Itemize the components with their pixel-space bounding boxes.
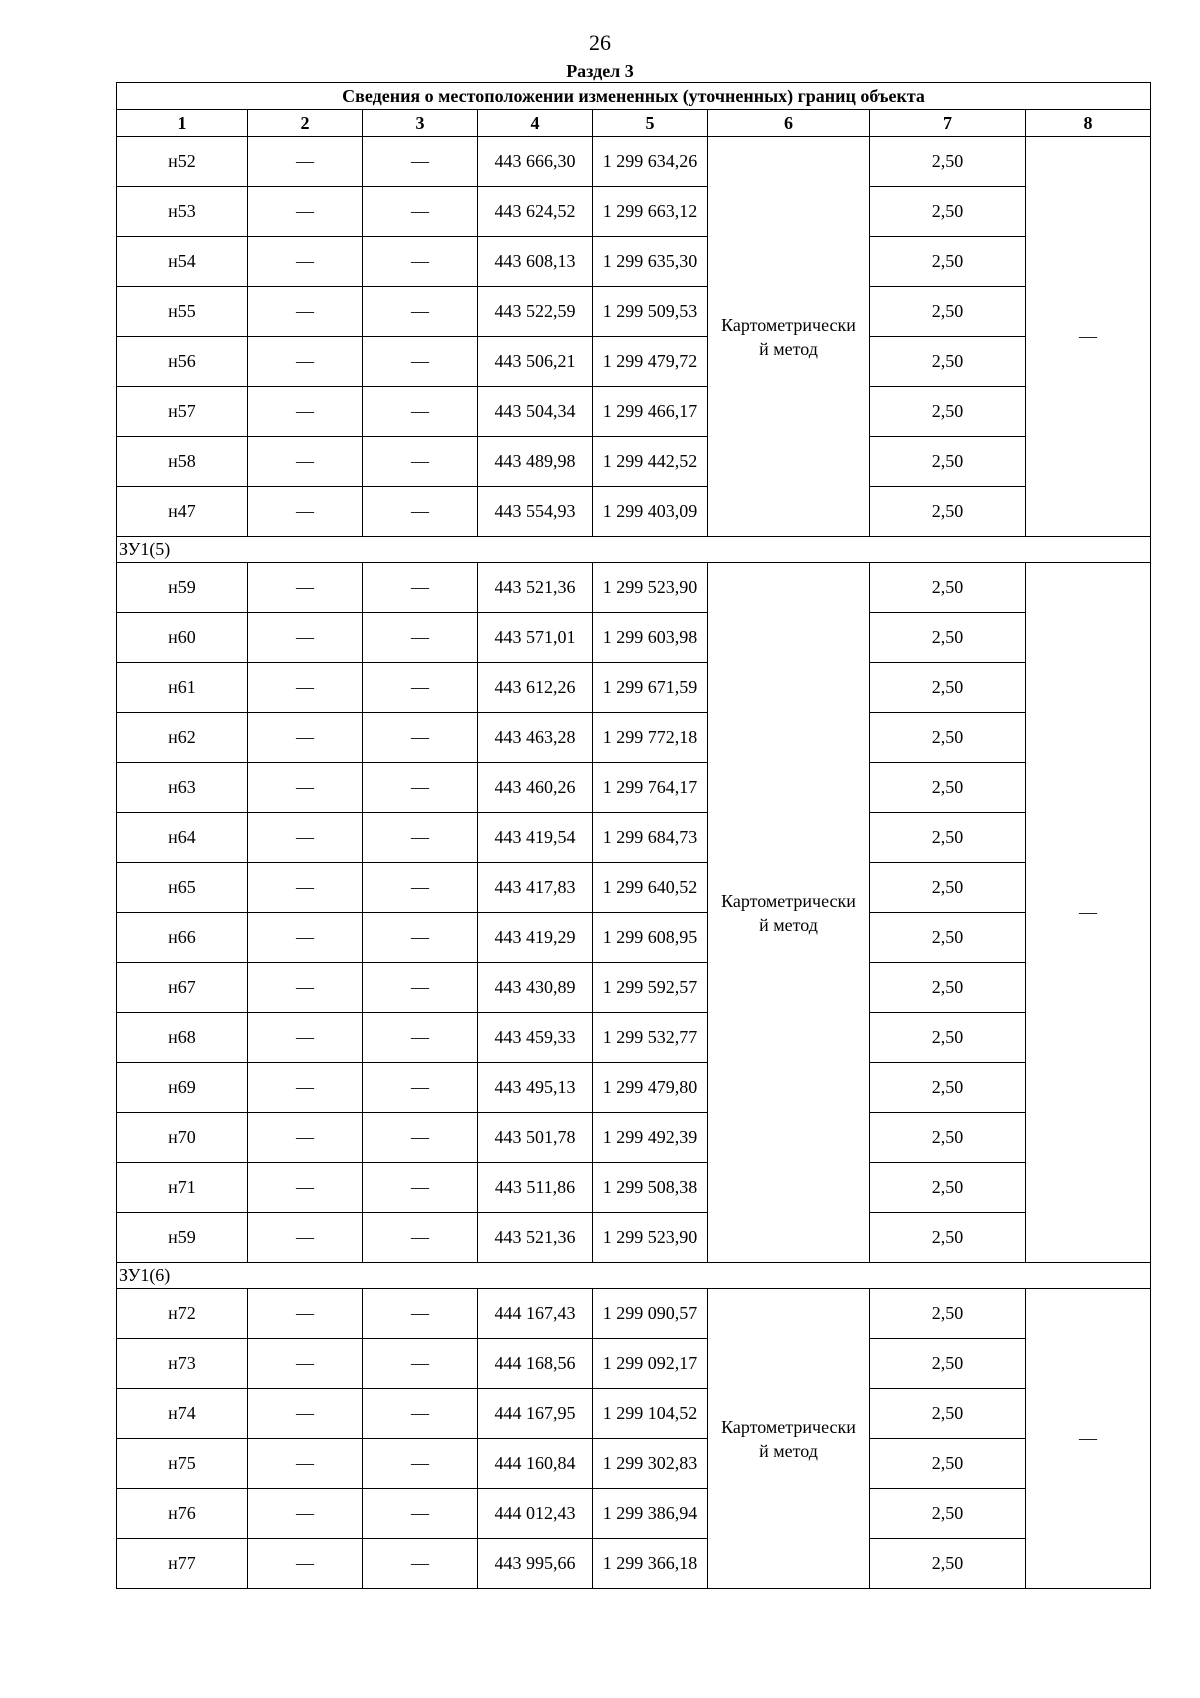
point-name: н72 [117,1289,248,1339]
x-coordinate: 443 995,66 [478,1539,593,1589]
x-coordinate: 443 511,86 [478,1163,593,1213]
point-name: н71 [117,1163,248,1213]
col8-cell: — [1026,563,1151,1263]
point-name: н70 [117,1113,248,1163]
point-name: н69 [117,1063,248,1113]
x-coordinate: 443 417,83 [478,863,593,913]
x-coordinate: 443 522,59 [478,287,593,337]
y-coordinate: 1 299 366,18 [593,1539,708,1589]
y-coordinate: 1 299 442,52 [593,437,708,487]
accuracy-cell: 2,50 [870,1389,1026,1439]
col3-cell: — [363,1339,478,1389]
col2-cell: — [248,663,363,713]
x-coordinate: 443 554,93 [478,487,593,537]
col3-cell: — [363,187,478,237]
accuracy-cell: 2,50 [870,337,1026,387]
col2-cell: — [248,963,363,1013]
col3-cell: — [363,1439,478,1489]
accuracy-cell: 2,50 [870,963,1026,1013]
table-row [117,963,1151,1013]
group-row [117,537,1151,563]
col2-cell: — [248,187,363,237]
col3-cell: — [363,563,478,613]
column-number: 4 [478,110,593,137]
col3-cell: — [363,387,478,437]
col2-cell: — [248,287,363,337]
table-row [117,137,1151,187]
col8-cell: — [1026,137,1151,537]
y-coordinate: 1 299 466,17 [593,387,708,437]
table-row [117,1163,1151,1213]
col3-cell: — [363,913,478,963]
point-name: н75 [117,1439,248,1489]
table-row [117,613,1151,663]
col2-cell: — [248,1339,363,1389]
col2-cell: — [248,1113,363,1163]
col3-cell: — [363,613,478,663]
point-name: н66 [117,913,248,963]
accuracy-cell: 2,50 [870,813,1026,863]
col2-cell: — [248,1439,363,1489]
col3-cell: — [363,1113,478,1163]
table-row [117,913,1151,963]
column-number-row [117,110,1151,137]
y-coordinate: 1 299 640,52 [593,863,708,913]
point-name: н53 [117,187,248,237]
point-name: н57 [117,387,248,437]
col3-cell: — [363,487,478,537]
x-coordinate: 443 504,34 [478,387,593,437]
x-coordinate: 443 521,36 [478,1213,593,1263]
col3-cell: — [363,663,478,713]
y-coordinate: 1 299 603,98 [593,613,708,663]
col2-cell: — [248,1163,363,1213]
accuracy-cell: 2,50 [870,913,1026,963]
column-number: 8 [1026,110,1151,137]
method-line: Картометрически [721,1416,856,1437]
point-name: н61 [117,663,248,713]
accuracy-cell: 2,50 [870,663,1026,713]
col2-cell: — [248,1489,363,1539]
column-number: 6 [708,110,870,137]
col3-cell: — [363,1539,478,1589]
method-line: Картометрически [721,314,856,335]
method-line: й метод [759,914,818,935]
table-row [117,813,1151,863]
col3-cell: — [363,337,478,387]
x-coordinate: 443 419,29 [478,913,593,963]
x-coordinate: 443 571,01 [478,613,593,663]
table-row [117,663,1151,713]
point-name: н65 [117,863,248,913]
y-coordinate: 1 299 508,38 [593,1163,708,1213]
col3-cell: — [363,137,478,187]
table-row [117,387,1151,437]
col8-cell: — [1026,1289,1151,1589]
col2-cell: — [248,1063,363,1113]
y-coordinate: 1 299 104,52 [593,1389,708,1439]
accuracy-cell: 2,50 [870,287,1026,337]
point-name: н55 [117,287,248,337]
accuracy-cell: 2,50 [870,1013,1026,1063]
x-coordinate: 443 506,21 [478,337,593,387]
y-coordinate: 1 299 634,26 [593,137,708,187]
method-cell [708,137,870,537]
point-name: н74 [117,1389,248,1439]
col3-cell: — [363,1163,478,1213]
method-cell [708,1289,870,1589]
col2-cell: — [248,487,363,537]
accuracy-cell: 2,50 [870,1063,1026,1113]
col2-cell: — [248,1013,363,1063]
col3-cell: — [363,763,478,813]
point-name: н63 [117,763,248,813]
table-row [117,1063,1151,1113]
table-row [117,1113,1151,1163]
point-name: н56 [117,337,248,387]
y-coordinate: 1 299 479,80 [593,1063,708,1113]
accuracy-cell: 2,50 [870,713,1026,763]
accuracy-cell: 2,50 [870,437,1026,487]
point-name: н73 [117,1339,248,1389]
accuracy-cell: 2,50 [870,1439,1026,1489]
col3-cell: — [363,1489,478,1539]
column-number: 2 [248,110,363,137]
y-coordinate: 1 299 684,73 [593,813,708,863]
accuracy-cell: 2,50 [870,137,1026,187]
y-coordinate: 1 299 764,17 [593,763,708,813]
x-coordinate: 443 460,26 [478,763,593,813]
accuracy-cell: 2,50 [870,1289,1026,1339]
y-coordinate: 1 299 592,57 [593,963,708,1013]
col3-cell: — [363,813,478,863]
x-coordinate: 443 463,28 [478,713,593,763]
y-coordinate: 1 299 635,30 [593,237,708,287]
col2-cell: — [248,437,363,487]
x-coordinate: 444 012,43 [478,1489,593,1539]
point-name: н68 [117,1013,248,1063]
table-row [117,763,1151,813]
y-coordinate: 1 299 302,83 [593,1439,708,1489]
table-row [117,563,1151,613]
col3-cell: — [363,237,478,287]
col2-cell: — [248,137,363,187]
y-coordinate: 1 299 523,90 [593,563,708,613]
y-coordinate: 1 299 092,17 [593,1339,708,1389]
group-label: ЗУ1(5) [117,537,1151,563]
x-coordinate: 443 419,54 [478,813,593,863]
col3-cell: — [363,437,478,487]
accuracy-cell: 2,50 [870,1113,1026,1163]
col3-cell: — [363,1013,478,1063]
accuracy-cell: 2,50 [870,1213,1026,1263]
accuracy-cell: 2,50 [870,237,1026,287]
x-coordinate: 443 612,26 [478,663,593,713]
method-line: й метод [759,1440,818,1461]
y-coordinate: 1 299 386,94 [593,1489,708,1539]
table-row [117,1289,1151,1339]
accuracy-cell: 2,50 [870,1539,1026,1589]
x-coordinate: 443 459,33 [478,1013,593,1063]
accuracy-cell: 2,50 [870,387,1026,437]
point-name: н76 [117,1489,248,1539]
y-coordinate: 1 299 509,53 [593,287,708,337]
table-row [117,487,1151,537]
accuracy-cell: 2,50 [870,1489,1026,1539]
table-row [117,337,1151,387]
point-name: н59 [117,1213,248,1263]
column-number: 5 [593,110,708,137]
table-row [117,1389,1151,1439]
point-name: н77 [117,1539,248,1589]
x-coordinate: 444 167,95 [478,1389,593,1439]
point-name: н67 [117,963,248,1013]
y-coordinate: 1 299 532,77 [593,1013,708,1063]
point-name: н64 [117,813,248,863]
col3-cell: — [363,863,478,913]
col2-cell: — [248,813,363,863]
table-row [117,863,1151,913]
table-row [117,1439,1151,1489]
y-coordinate: 1 299 608,95 [593,913,708,963]
column-number: 7 [870,110,1026,137]
accuracy-cell: 2,50 [870,487,1026,537]
y-coordinate: 1 299 523,90 [593,1213,708,1263]
method-cell [708,563,870,1263]
method-line: й метод [759,338,818,359]
page-number: 26 [589,30,611,55]
col3-cell: — [363,1063,478,1113]
col2-cell: — [248,763,363,813]
coordinates-table [116,82,1151,1589]
table-row [117,187,1151,237]
col2-cell: — [248,1389,363,1439]
y-coordinate: 1 299 663,12 [593,187,708,237]
x-coordinate: 443 608,13 [478,237,593,287]
x-coordinate: 443 521,36 [478,563,593,613]
col2-cell: — [248,613,363,663]
x-coordinate: 443 501,78 [478,1113,593,1163]
point-name: н58 [117,437,248,487]
accuracy-cell: 2,50 [870,563,1026,613]
col2-cell: — [248,1213,363,1263]
accuracy-cell: 2,50 [870,863,1026,913]
col3-cell: — [363,1389,478,1439]
point-name: н54 [117,237,248,287]
x-coordinate: 443 430,89 [478,963,593,1013]
table-row [117,1013,1151,1063]
col3-cell: — [363,963,478,1013]
x-coordinate: 443 489,98 [478,437,593,487]
col2-cell: — [248,863,363,913]
point-name: н60 [117,613,248,663]
point-name: н62 [117,713,248,763]
y-coordinate: 1 299 090,57 [593,1289,708,1339]
point-name: н59 [117,563,248,613]
col2-cell: — [248,563,363,613]
col3-cell: — [363,1289,478,1339]
group-label: ЗУ1(6) [117,1263,1151,1289]
y-coordinate: 1 299 479,72 [593,337,708,387]
section-title: Раздел 3 [566,61,634,81]
y-coordinate: 1 299 403,09 [593,487,708,537]
col2-cell: — [248,713,363,763]
x-coordinate: 443 495,13 [478,1063,593,1113]
table-row [117,1213,1151,1263]
accuracy-cell: 2,50 [870,613,1026,663]
point-name: н47 [117,487,248,537]
x-coordinate: 444 168,56 [478,1339,593,1389]
table-row [117,1489,1151,1539]
col2-cell: — [248,337,363,387]
accuracy-cell: 2,50 [870,187,1026,237]
table-row [117,1539,1151,1589]
x-coordinate: 444 160,84 [478,1439,593,1489]
x-coordinate: 443 666,30 [478,137,593,187]
point-name: н52 [117,137,248,187]
col3-cell: — [363,287,478,337]
y-coordinate: 1 299 492,39 [593,1113,708,1163]
col2-cell: — [248,913,363,963]
table-row [117,1339,1151,1389]
col2-cell: — [248,1539,363,1589]
col3-cell: — [363,713,478,763]
table-row [117,437,1151,487]
col2-cell: — [248,387,363,437]
accuracy-cell: 2,50 [870,1163,1026,1213]
method-line: Картометрически [721,890,856,911]
x-coordinate: 443 624,52 [478,187,593,237]
table-row [117,287,1151,337]
group-row [117,1263,1151,1289]
column-number: 3 [363,110,478,137]
x-coordinate: 444 167,43 [478,1289,593,1339]
y-coordinate: 1 299 671,59 [593,663,708,713]
col3-cell: — [363,1213,478,1263]
table-row [117,713,1151,763]
table-caption: Сведения о местоположении измененных (уточненных) границ объекта [117,83,1151,110]
accuracy-cell: 2,50 [870,1339,1026,1389]
y-coordinate: 1 299 772,18 [593,713,708,763]
column-number: 1 [117,110,248,137]
accuracy-cell: 2,50 [870,763,1026,813]
table-row [117,237,1151,287]
col2-cell: — [248,1289,363,1339]
col2-cell: — [248,237,363,287]
